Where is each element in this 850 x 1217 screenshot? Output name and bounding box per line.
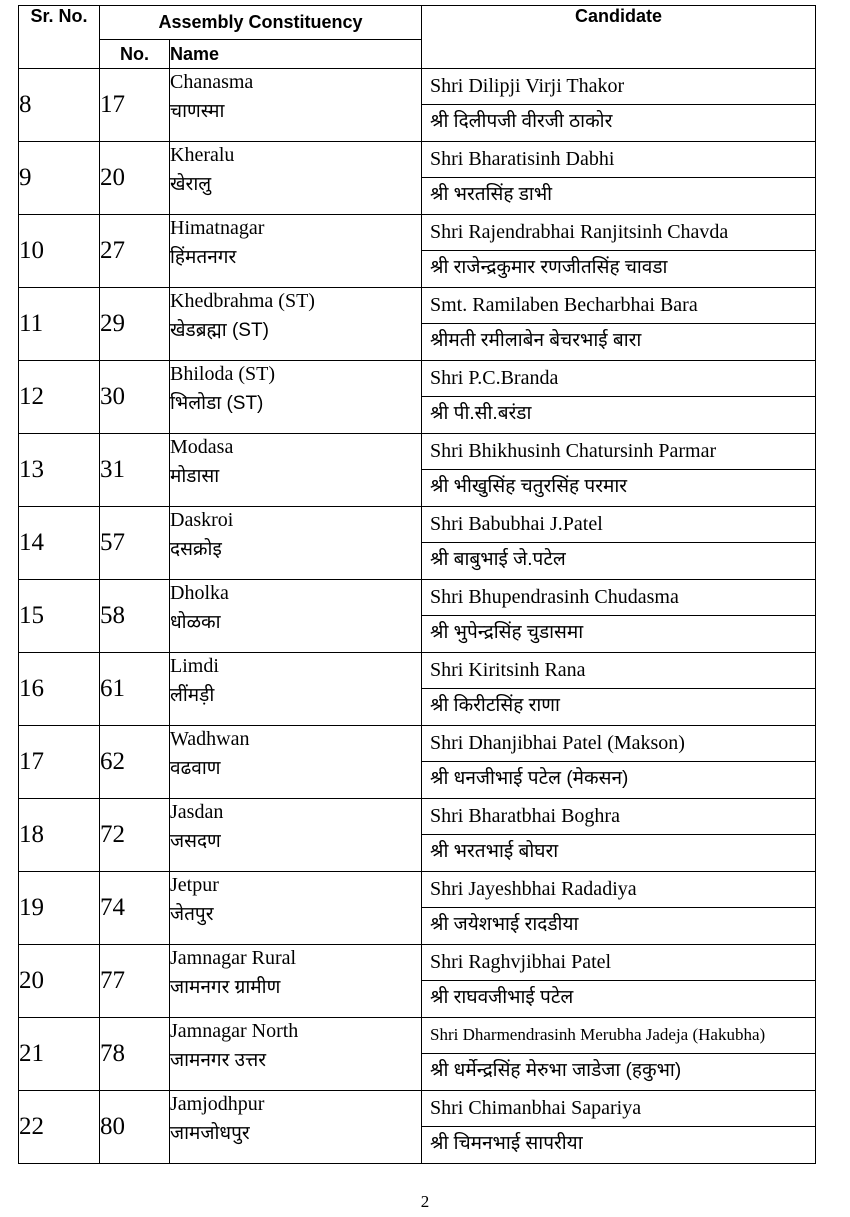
candidate-name-english: Shri P.C.Branda: [422, 361, 815, 397]
table-row: [19, 653, 816, 726]
sr-no-cell: 19: [19, 872, 100, 945]
constituency-name-hindi: खेडब्रह्मा (ST): [170, 320, 269, 341]
constituency-no-cell: 74: [100, 872, 170, 945]
header-candidate: Candidate: [422, 6, 816, 69]
constituency-name-english: Jamjodhpur: [170, 1093, 265, 1115]
constituency-name-hindi: वढवाण: [170, 758, 221, 779]
constituency-name-hindi: लींमड़ी: [170, 685, 215, 706]
candidate-cell: [422, 1091, 816, 1164]
constituency-name-hindi: खेरालु: [170, 174, 212, 195]
candidate-name-english: Shri Bhupendrasinh Chudasma: [422, 580, 815, 616]
candidate-name-hindi: श्री दिलीपजी वीरजी ठाकोर: [430, 111, 613, 132]
constituency-name-english: Chanasma: [170, 71, 254, 93]
candidate-cell: [422, 361, 816, 434]
sr-no-cell: 12: [19, 361, 100, 434]
table-row: [19, 945, 816, 1018]
candidate-name-hindi: श्री धर्मेन्द्रसिंह मेरुभा जाडेजा (हकुभा): [430, 1060, 682, 1081]
constituency-name-hindi: जसदण: [170, 831, 221, 852]
constituency-name-hindi: जामजोधपुर: [170, 1123, 250, 1144]
candidate-cell: [422, 288, 816, 361]
constituency-name-cell: [170, 288, 422, 361]
sr-no-cell: 14: [19, 507, 100, 580]
constituency-name-english: Limdi: [170, 655, 219, 677]
constituency-name-hindi: चाणस्मा: [170, 101, 225, 122]
candidate-name-hindi: श्री भीखुसिंह चतुरसिंह परमार: [430, 476, 628, 497]
table-row: [19, 1018, 816, 1091]
candidate-name-english: Shri Dharmendrasinh Merubha Jadeja (Hakubha): [422, 1018, 815, 1054]
constituency-name-english: Wadhwan: [170, 728, 250, 750]
constituency-no-cell: 80: [100, 1091, 170, 1164]
constituency-name-english: Khedbrahma (ST): [170, 290, 315, 312]
header-no: No.: [100, 40, 170, 69]
candidate-name-english: Shri Jayeshbhai Radadiya: [422, 872, 815, 908]
table-row: [19, 434, 816, 507]
constituency-name-cell: [170, 945, 422, 1018]
candidate-cell: [422, 1018, 816, 1091]
candidate-name-hindi: श्री चिमनभाई सापरीया: [430, 1133, 583, 1154]
sr-no-cell: 9: [19, 142, 100, 215]
table-row: [19, 799, 816, 872]
constituency-no-cell: 27: [100, 215, 170, 288]
constituency-name-hindi: दसक्रोइ: [170, 539, 222, 560]
candidate-cell: [422, 872, 816, 945]
candidate-name-english: Shri Raghvjibhai Patel: [422, 945, 815, 981]
constituency-name-hindi: मोडासा: [170, 466, 220, 487]
candidate-name-english: Shri Bhikhusinh Chatursinh Parmar: [422, 434, 815, 470]
candidate-name-english: Shri Bharatbhai Boghra: [422, 799, 815, 835]
constituency-name-hindi: धोळका: [170, 612, 221, 633]
sr-no-cell: 20: [19, 945, 100, 1018]
constituency-name-english: Bhiloda (ST): [170, 363, 275, 385]
candidate-name-english: Shri Kiritsinh Rana: [422, 653, 815, 689]
candidate-name-hindi: श्री राजेन्द्रकुमार रणजीतसिंह चावडा: [430, 257, 668, 278]
candidate-table: [18, 5, 816, 1164]
table-row: [19, 726, 816, 799]
constituency-name-english: Kheralu: [170, 144, 235, 166]
constituency-name-cell: [170, 1018, 422, 1091]
constituency-no-cell: 61: [100, 653, 170, 726]
constituency-no-cell: 20: [100, 142, 170, 215]
constituency-name-english: Himatnagar: [170, 217, 265, 239]
sr-no-cell: 11: [19, 288, 100, 361]
candidate-cell: [422, 945, 816, 1018]
candidate-name-english: Shri Bharatisinh Dabhi: [422, 142, 815, 178]
candidate-name-english: Shri Dhanjibhai Patel (Makson): [422, 726, 815, 762]
sr-no-cell: 8: [19, 69, 100, 142]
candidate-cell: [422, 69, 816, 142]
sr-no-cell: 17: [19, 726, 100, 799]
header-name: Name: [170, 40, 422, 69]
candidate-name-hindi: श्री बाबुभाई जे.पटेल: [430, 549, 566, 570]
constituency-name-hindi: हिंमतनगर: [170, 247, 237, 268]
table-row: [19, 361, 816, 434]
constituency-name-cell: [170, 799, 422, 872]
constituency-no-cell: 29: [100, 288, 170, 361]
constituency-name-english: Jamnagar Rural: [170, 947, 297, 969]
table-row: [19, 872, 816, 945]
constituency-name-english: Daskroi: [170, 509, 234, 531]
candidate-name-english: Shri Rajendrabhai Ranjitsinh Chavda: [422, 215, 815, 251]
candidate-name-english: Shri Babubhai J.Patel: [422, 507, 815, 543]
sr-no-cell: 22: [19, 1091, 100, 1164]
constituency-name-cell: [170, 872, 422, 945]
sr-no-cell: 15: [19, 580, 100, 653]
table-row: [19, 69, 816, 142]
candidate-cell: [422, 507, 816, 580]
candidate-cell: [422, 799, 816, 872]
constituency-no-cell: 72: [100, 799, 170, 872]
candidate-name-hindi: श्रीमती रमीलाबेन बेचरभाई बारा: [430, 330, 642, 351]
candidate-cell: [422, 142, 816, 215]
table-row: [19, 215, 816, 288]
constituency-name-cell: [170, 142, 422, 215]
constituency-no-cell: 78: [100, 1018, 170, 1091]
constituency-no-cell: 31: [100, 434, 170, 507]
constituency-name-hindi: जामनगर उत्तर: [170, 1050, 266, 1071]
constituency-name-cell: [170, 361, 422, 434]
constituency-no-cell: 62: [100, 726, 170, 799]
sr-no-cell: 16: [19, 653, 100, 726]
candidate-name-hindi: श्री भरतभाई बोघरा: [430, 841, 559, 862]
candidate-name-english: Shri Chimanbhai Sapariya: [422, 1091, 815, 1127]
candidate-name-hindi: श्री पी.सी.बरंडा: [430, 403, 532, 424]
candidate-name-hindi: श्री भरतसिंह डाभी: [430, 184, 553, 205]
candidate-cell: [422, 726, 816, 799]
header-sr-no: Sr. No.: [19, 6, 100, 69]
header-assembly-constituency: Assembly Constituency: [100, 6, 422, 40]
table-row: [19, 142, 816, 215]
constituency-name-cell: [170, 434, 422, 507]
table-row: [19, 580, 816, 653]
constituency-name-english: Dholka: [170, 582, 229, 604]
constituency-name-cell: [170, 653, 422, 726]
constituency-name-cell: [170, 507, 422, 580]
constituency-name-cell: [170, 726, 422, 799]
constituency-name-english: Modasa: [170, 436, 234, 458]
constituency-name-cell: [170, 69, 422, 142]
candidate-cell: [422, 580, 816, 653]
constituency-name-cell: [170, 580, 422, 653]
sr-no-cell: 21: [19, 1018, 100, 1091]
table-body: [19, 69, 816, 1164]
constituency-name-english: Jetpur: [170, 874, 219, 896]
constituency-name-cell: [170, 1091, 422, 1164]
constituency-no-cell: 58: [100, 580, 170, 653]
table-row: [19, 507, 816, 580]
constituency-name-english: Jamnagar North: [170, 1020, 299, 1042]
constituency-name-hindi: जेतपुर: [170, 904, 214, 925]
candidate-name-english: Smt. Ramilaben Becharbhai Bara: [422, 288, 815, 324]
constituency-name-english: Jasdan: [170, 801, 224, 823]
candidate-cell: [422, 653, 816, 726]
candidate-cell: [422, 215, 816, 288]
candidate-name-hindi: श्री भुपेन्द्रसिंह चुडासमा: [430, 622, 584, 643]
constituency-no-cell: 17: [100, 69, 170, 142]
candidate-name-english: Shri Dilipji Virji Thakor: [422, 69, 815, 105]
candidate-name-hindi: श्री धनजीभाई पटेल (मेकसन): [430, 768, 629, 789]
sr-no-cell: 18: [19, 799, 100, 872]
sr-no-cell: 13: [19, 434, 100, 507]
constituency-no-cell: 57: [100, 507, 170, 580]
sr-no-cell: 10: [19, 215, 100, 288]
table-row: [19, 288, 816, 361]
candidate-name-hindi: श्री किरीटसिंह राणा: [430, 695, 560, 716]
constituency-name-hindi: जामनगर ग्रामीण: [170, 977, 281, 998]
candidate-name-hindi: श्री जयेशभाई रादडीया: [430, 914, 579, 935]
candidate-cell: [422, 434, 816, 507]
table-row: [19, 1091, 816, 1164]
constituency-no-cell: 30: [100, 361, 170, 434]
constituency-name-hindi: भिलोडा (ST): [170, 393, 264, 414]
constituency-no-cell: 77: [100, 945, 170, 1018]
constituency-name-cell: [170, 215, 422, 288]
page-number: 2: [420, 1192, 430, 1211]
candidate-name-hindi: श्री राघवजीभाई पटेल: [430, 987, 574, 1008]
